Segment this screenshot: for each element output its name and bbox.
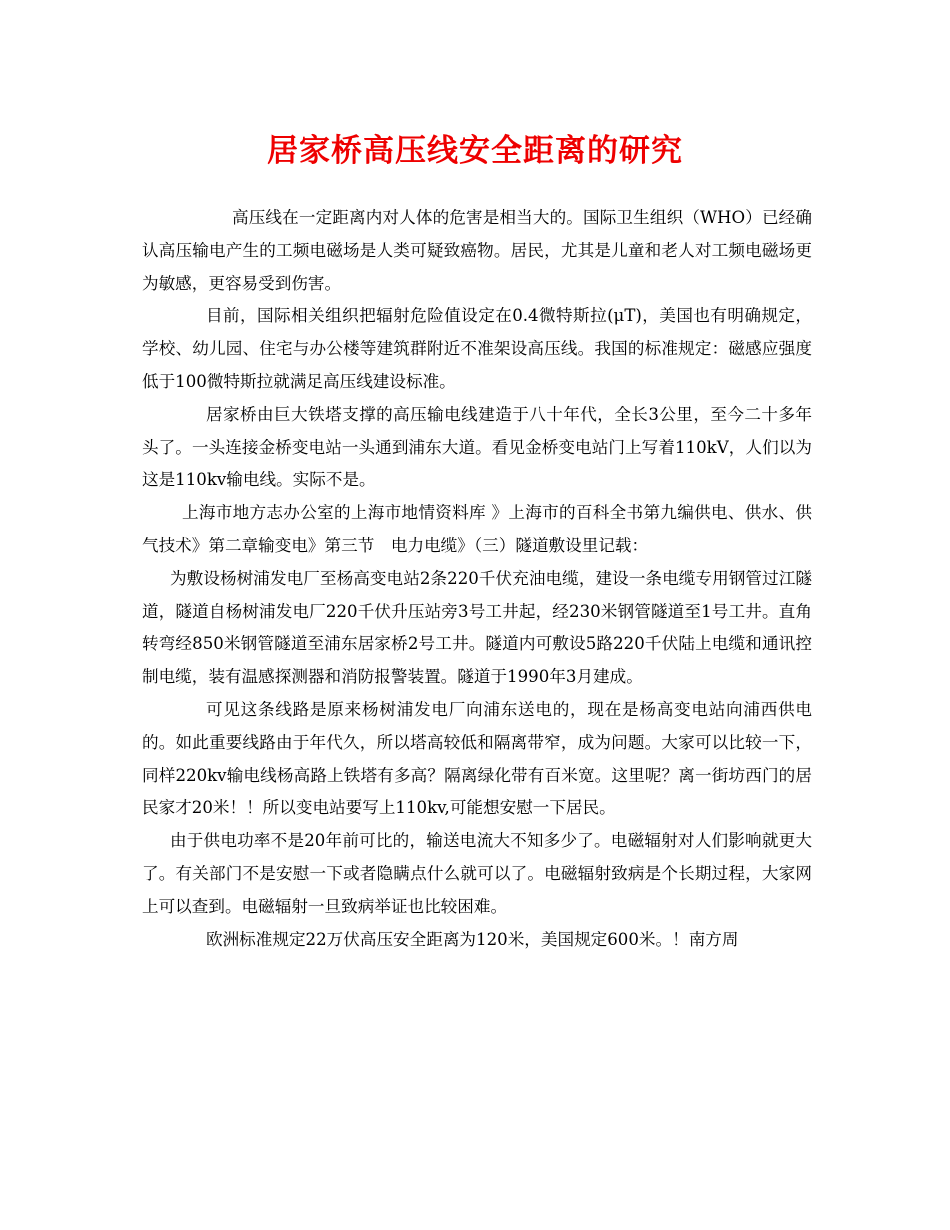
paragraph-source-citation: 上海市地方志办公室的上海市地情资料库 》上海市的百科全书第九编供电、供水、供气技术》第二章输变电》第三节 电力电缆》（三）隧道敷设里记载： xyxy=(142,503,812,555)
paragraph-standards: 目前，国际相关组织把辐射危险值设定在0.4微特斯拉(μT)，美国也有明确规定，学校、幼儿园、住宅与办公楼等建筑群附近不准架设高压线。我国的标准规定：磁感应强度低于100微特斯拉就满足高压线建设标准。 xyxy=(142,306,812,391)
paragraph-line-analysis: 可见这条线路是原来杨树浦发电厂向浦东送电的，现在是杨高变电站向浦西供电的。如此重要线路由于年代久，所以塔高较低和隔离带窄，成为问题。大家可以比较一下，同样220kv输电线杨高路上铁塔有多高？隔离绿化带有百米宽。这里呢？离一街坊西门的居民家才20米！！所以变电站要写上110kv,可能想安慰一下居民。 xyxy=(142,699,812,818)
paragraph-radiation-impact: 由于供电功率不是20年前可比的，输送电流大不知多少了。电磁辐射对人们影响就更大了。有关部门不是安慰一下或者隐瞒点什么就可以了。电磁辐射致病是个长期过程，大家网上可以查到。电磁辐射一旦致病举证也比较困难。 xyxy=(142,831,812,916)
paragraph-safety-distance: 欧洲标准规定22万伏高压安全距离为120米，美国规定600米。！南方周 xyxy=(206,929,739,949)
document-title: 居家桥高压线安全距离的研究 xyxy=(267,133,683,169)
document-body xyxy=(142,202,812,956)
paragraph-who-hazard: 高压线在一定距离内对人体的危害是相当大的。国际卫生组织（WHO）已经确认高压输电产生的工频电磁场是人类可疑致癌物。居民，尤其是儿童和老人对工频电磁场更为敏感，更容易受到伤害。 xyxy=(142,208,812,293)
paragraph-history: 居家桥由巨大铁塔支撑的高压输电线建造于八十年代，全长3公里，至今二十多年头了。一头连接金桥变电站一头通到浦东大道。看见金桥变电站门上写着110kV，人们以为这是110kv输电线。实际不是。 xyxy=(142,404,812,490)
paragraph-tunnel-record: 为敷设杨树浦发电厂至杨高变电站2条220千伏充油电缆，建设一条电缆专用钢管过江隧道，隧道自杨树浦发电厂220千伏升压站旁3号工井起，经230米钢管隧道至1号工井。直角转弯经850米钢管隧道至浦东居家桥2号工井。隧道内可敷设5路220千伏陆上电缆和通讯控制电缆，装有温感探测器和消防报警装置。隧道于1990年3月建成。 xyxy=(142,568,812,687)
